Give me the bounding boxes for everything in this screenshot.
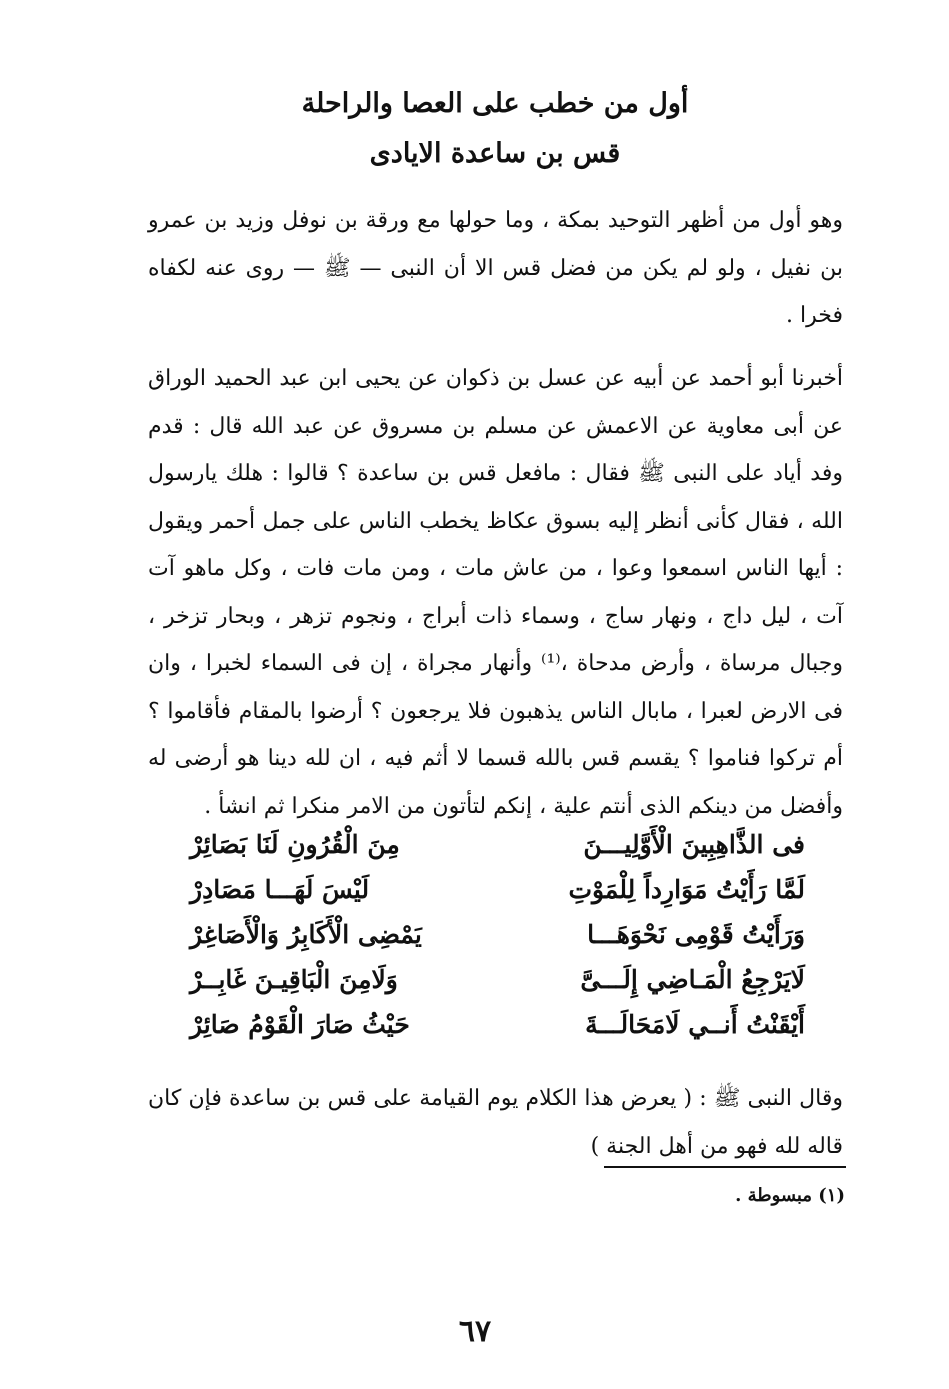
verse-second-hemistich: مِنَ الْقُرُونِ لَنَا بَصَائِرْ — [190, 830, 400, 859]
verse-second-hemistich: لَيْسَ لَهَـــا مَصَادِرْ — [190, 875, 370, 904]
verse-line — [190, 822, 805, 867]
verse-line — [190, 912, 805, 957]
verse-second-hemistich: وَلَامِنَ الْبَاقِيـنَ غَابِــرْ — [190, 965, 398, 994]
verse-first-hemistich: لَمَّا رَأَيْتُ مَوَارِداً لِلْمَوْتِ — [568, 875, 805, 904]
verse-second-hemistich: يَمْضِى الْأَكَابِرُ وَالْأَصَاغِرْ — [190, 920, 422, 949]
narration-paragraph: أخبرنا أبو أحمد عن أبيه عن عسل بن ذكوان عن يحيى ابن عبد الحميد الوراق عن أبى معاوية عن الاعمش عن مسلم بن مسروق عن عبد الله قال : قدم وفد أياد على النبى ﷺ فقال : مافعل قس بن ساعدة ؟ قالوا : هلك يارسول الله ، فقال كأنى أنظر إليه بسوق عكاظ يخطب الناس على جمل أحمر ويقول : أيها الناس اسمعوا وعوا ، من عاش مات ، ومن مات فات ، وكل ماهو آت آت ، ليل داج ، ونهار ساج ، وسماء ذات أبراج ، ونجوم تزهر ، وبحار تزخر ، وجبال مرساة ، وأرض مدحاة ،⁽¹⁾ وأنهار مجراة ، إن فى السماء لخبرا ، وان فى الارض لعبرا ، مابال الناس يذهبون فلا يرجعون ؟ أرضوا بالمقام فأقاموا ؟ أم تركوا فناموا ؟ يقسم قس بالله قسما لا أثم فيه ، ان لله دينا هو أرضى له وأفضل من دينكم الذى أنتم علية ، إنكم لتأتون من الامر منكرا ثم انشأ . — [148, 366, 843, 819]
chapter-subtitle: قس بن ساعدة الايادى — [369, 138, 621, 169]
closing-paragraph: وقال النبى ﷺ : ( يعرض هذا الكلام يوم القيامة على قس بن ساعدة فإن كان قاله لله فهو من أهل الجنة ) — [148, 1086, 843, 1159]
poem-verses — [190, 822, 805, 1047]
verse-first-hemistich: أَيْقَنْتُ أَنــي لَامَحَالَـــةَ — [585, 1010, 805, 1039]
verse-line — [190, 1002, 805, 1047]
verse-first-hemistich: فى الذَّاهِبِينَ الْأَوَّلِيـــنَ — [583, 830, 805, 859]
footnote: (١) مبسوطة . — [735, 1185, 845, 1206]
verse-first-hemistich: لَايَرْجِعُ الْمَـاضِي إِلَـــىَّ — [580, 965, 805, 994]
verse-first-hemistich: وَرَأَيْتُ قَوْمِى نَحْوَهَـــا — [587, 920, 805, 949]
footnote-divider — [604, 1166, 846, 1168]
intro-paragraph: وهو أول من أظهر التوحيد بمكة ، وما حولها مع ورقة بن نوفل وزيد بن عمرو بن نفيل ، ولو لم يكن من فضل قس الا أن النبى — ﷺ — روى عنه لكفاه فخرا . — [148, 208, 843, 328]
chapter-title: أول من خطب على العصا والراحلة — [301, 88, 689, 119]
verse-line — [190, 867, 805, 912]
verse-line — [190, 957, 805, 1002]
page-number: ٦٧ — [458, 1314, 492, 1349]
verse-second-hemistich: حَيْثُ صَارَ الْقَوْمُ صَائِرْ — [190, 1010, 410, 1039]
